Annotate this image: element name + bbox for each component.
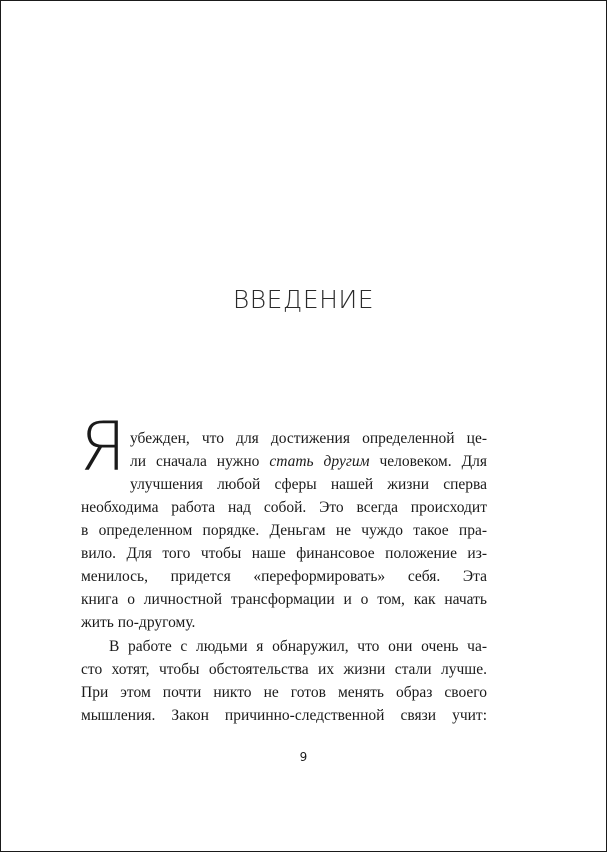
drop-cap: Я bbox=[79, 408, 127, 487]
text-line: В работе с людьми я обнаружил, что они очень ча- bbox=[109, 638, 487, 655]
text-line: При этом почти никто не готов менять образ своего bbox=[81, 684, 487, 701]
text-line: улучшения любой сферы нашей жизни сперва bbox=[130, 476, 487, 493]
text-line: жить по-другому. bbox=[81, 614, 196, 631]
page-number: 9 bbox=[299, 750, 308, 764]
text-line: мышления. Закон причинно-следственной связи учит: bbox=[81, 707, 487, 724]
chapter-title: ВВЕДЕНИЕ bbox=[232, 285, 375, 314]
text-line: книга о личностной трансформации и о том, как начать bbox=[81, 591, 487, 608]
text-line bbox=[130, 452, 487, 472]
text-segment: ли сначала нужно bbox=[130, 453, 260, 470]
text-line: сто хотят, чтобы обстоятельства их жизни стали лучше. bbox=[81, 661, 487, 678]
text-line: вило. Для того чтобы наше финансовое положение из- bbox=[81, 545, 487, 562]
text-segment: человеком. Для bbox=[379, 453, 488, 470]
emphasized-text: стать другим bbox=[269, 453, 370, 470]
text-line: менилось, придется «переформировать» себя. Эта bbox=[81, 568, 487, 585]
text-line: убежден, что для достижения определенной це- bbox=[130, 430, 487, 447]
text-line: необходима работа над собой. Это всегда происходит bbox=[81, 499, 487, 516]
text-line: в определенном порядке. Деньгам не чуждо такое пра- bbox=[81, 522, 487, 539]
